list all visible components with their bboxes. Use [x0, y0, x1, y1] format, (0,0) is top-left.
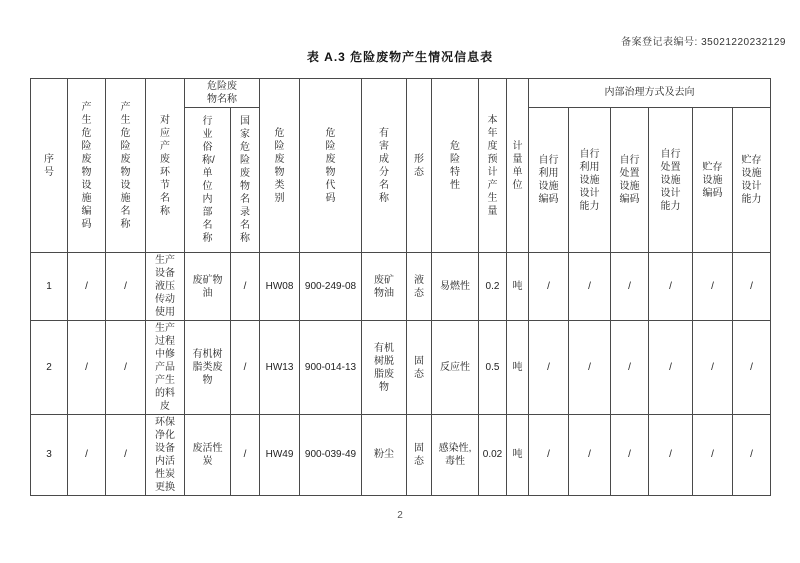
- table-cell: /: [611, 253, 649, 321]
- column-header-industry-alias: 行业俗称/单位内部名称: [185, 108, 231, 253]
- table-cell: /: [529, 253, 569, 321]
- table-cell: 吨: [507, 415, 529, 496]
- table-cell: /: [569, 253, 611, 321]
- table-cell: 3: [31, 415, 68, 496]
- table-cell: /: [649, 415, 693, 496]
- table-cell: 900-249-08: [300, 253, 362, 321]
- table-cell: 0.2: [479, 253, 507, 321]
- table-cell: 有机树脂类废物: [185, 321, 231, 415]
- column-header-waste-category: 危险废物类别: [260, 79, 300, 253]
- table-cell: 0.5: [479, 321, 507, 415]
- table-cell: 固态: [407, 415, 432, 496]
- table-cell: /: [611, 321, 649, 415]
- table-cell: /: [733, 415, 771, 496]
- table-cell: 1: [31, 253, 68, 321]
- table-cell: 固态: [407, 321, 432, 415]
- table-row: [31, 253, 771, 321]
- table-cell: /: [649, 253, 693, 321]
- table-cell: /: [733, 321, 771, 415]
- column-header-self-disposal-code: 自行处置设施编码: [611, 108, 649, 253]
- table-cell: /: [231, 321, 260, 415]
- table-cell: 感染性,毒性: [432, 415, 479, 496]
- table-cell: 生产过程中修产品产生的料皮: [146, 321, 185, 415]
- column-header-self-disposal-capacity: 自行处置设施设计能力: [649, 108, 693, 253]
- table-cell: /: [106, 321, 146, 415]
- table-cell: 0.02: [479, 415, 507, 496]
- registry-number: 35021220232129: [701, 37, 786, 48]
- table-cell: /: [231, 415, 260, 496]
- column-header-form: 形态: [407, 79, 432, 253]
- column-header-hazard-property: 危险特性: [432, 79, 479, 253]
- table-cell: 反应性: [432, 321, 479, 415]
- table-cell: /: [529, 321, 569, 415]
- column-header-facility-name: 产生危险废物设施名称: [106, 79, 146, 253]
- table-cell: /: [733, 253, 771, 321]
- column-header-unit: 计量单位: [507, 79, 529, 253]
- table-cell: 废矿物油: [362, 253, 407, 321]
- table-cell: HW13: [260, 321, 300, 415]
- column-header-harmful-component: 有害成分名称: [362, 79, 407, 253]
- group-header-waste-name: 危险废物名称: [185, 79, 260, 108]
- table-cell: /: [693, 253, 733, 321]
- table-row: [31, 415, 771, 496]
- column-header-storage-capacity: 贮存设施设计能力: [733, 108, 771, 253]
- header-row-top: [31, 79, 771, 108]
- table-cell: /: [231, 253, 260, 321]
- table-cell: 2: [31, 321, 68, 415]
- table-cell: 环保净化设备内活性炭更换: [146, 415, 185, 496]
- table-cell: 吨: [507, 321, 529, 415]
- table-cell: 粉尘: [362, 415, 407, 496]
- column-header-waste-code: 危险废物代码: [300, 79, 362, 253]
- table-cell: 吨: [507, 253, 529, 321]
- table-cell: 900-039-49: [300, 415, 362, 496]
- table-row: [31, 321, 771, 415]
- table-cell: /: [68, 253, 106, 321]
- table-cell: /: [693, 321, 733, 415]
- table-cell: /: [68, 415, 106, 496]
- column-header-facility-code: 产生危险废物设施编码: [68, 79, 106, 253]
- group-header-internal-treatment: 内部治理方式及去向: [529, 79, 771, 108]
- table-cell: HW49: [260, 415, 300, 496]
- table-cell: /: [569, 415, 611, 496]
- column-header-process-name: 对应产废环节名称: [146, 79, 185, 253]
- table-cell: /: [649, 321, 693, 415]
- table-cell: 900-014-13: [300, 321, 362, 415]
- registry-label: 备案登记表编号:: [621, 37, 698, 48]
- column-header-self-use-capacity: 自行利用设施设计能力: [569, 108, 611, 253]
- table-cell: /: [569, 321, 611, 415]
- registry-number-line: [621, 33, 786, 48]
- table-cell: 废矿物油: [185, 253, 231, 321]
- table-cell: /: [106, 415, 146, 496]
- page-title: 表 A.3 危险废物产生情况信息表: [306, 50, 494, 64]
- column-header-storage-code: 贮存设施编码: [693, 108, 733, 253]
- table-cell: /: [529, 415, 569, 496]
- table-cell: /: [611, 415, 649, 496]
- table-cell: /: [693, 415, 733, 496]
- column-header-serial: 序号: [31, 79, 68, 253]
- table-cell: /: [106, 253, 146, 321]
- hazardous-waste-table: [30, 78, 771, 496]
- column-header-self-use-code: 自行利用设施编码: [529, 108, 569, 253]
- table-cell: 有机树脱脂废物: [362, 321, 407, 415]
- column-header-annual-estimate: 本年度预计产生量: [479, 79, 507, 253]
- table-cell: 废活性炭: [185, 415, 231, 496]
- table-cell: HW08: [260, 253, 300, 321]
- table-cell: 生产设备液压传动使用: [146, 253, 185, 321]
- page-number: 2: [397, 510, 403, 521]
- table-cell: 液态: [407, 253, 432, 321]
- table-cell: 易燃性: [432, 253, 479, 321]
- table-cell: /: [68, 321, 106, 415]
- column-header-national-catalog-name: 国家危险废物名录名称: [231, 108, 260, 253]
